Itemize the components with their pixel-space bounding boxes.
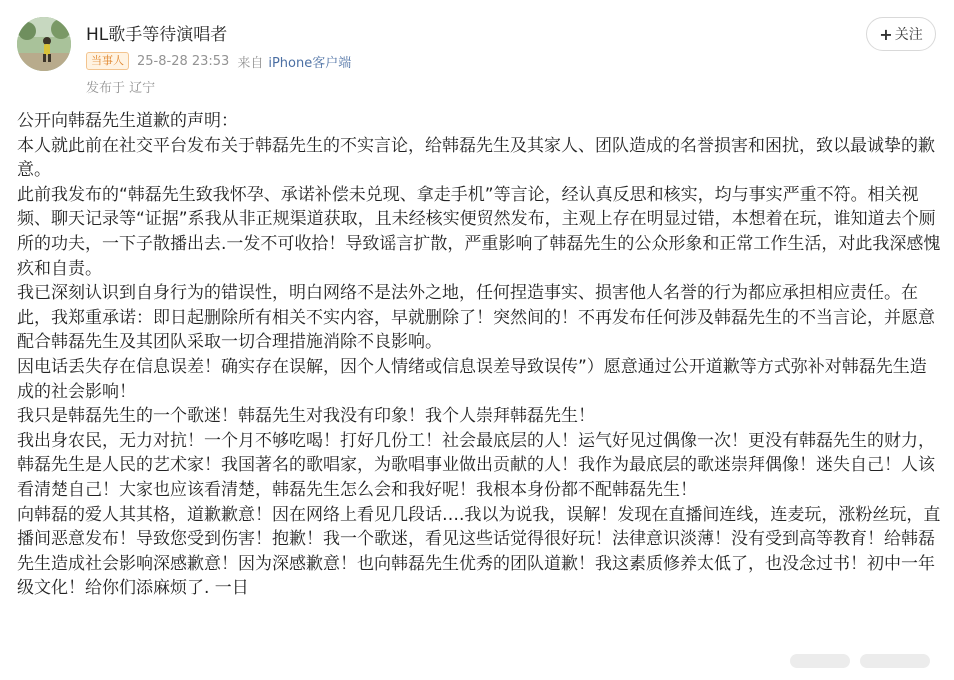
- watermark: [768, 646, 954, 676]
- post-paragraph: 本人就此前在社交平台发布关于韩磊先生的不实言论，给韩磊先生及其家人、团队造成的名誉损害和困扰，致以最诚挚的歉意。: [17, 135, 935, 181]
- post-paragraph: 因电话丢失存在信息误差！确实存在误解，因个人情绪或信息误差导致误传”）愿意通过公开道歉等方式弥补对韩磊先生造成的社会影响！: [17, 356, 927, 402]
- post-content: [17, 109, 942, 680]
- post-paragraph: 我只是韩磊先生的一个歌迷！韩磊先生对我没有印象！我个人崇拜韩磊先生！: [17, 406, 595, 427]
- status-badge: 当事人: [86, 52, 129, 70]
- post-paragraph: 我出身农民，无力对抗！一个月不够吃喝！打好几份工！社会最底层的人！运气好见过偶像一次！更没有韩磊先生的财力，韩磊先生是人民的艺术家！我国著名的歌唱家，为歌唱事业做出贡献的人！我作为最底层的歌迷崇拜偶像！迷失自己！人该看清楚自己！大家也应该看清楚，韩磊先生怎么会和我好呢！我根本身份都不配韩磊先生！: [17, 430, 935, 500]
- follow-button-label: 关注: [894, 27, 923, 43]
- post-paragraph: 向韩磊的爱人其其格，道歉歉意！因在网络上看见几段话….我以为说我，误解！发现在直播间连线，连麦玩，涨粉丝玩，直播间恶意发布！导致您受到伤害！抱歉！我一个歌迷，看见这些话觉得很好玩！法律意识淡薄！没有受到高等教育！给韩磊先生造成社会影响深感歉意！因为深感歉意！也向韩磊先生优秀的团队道歉！我这素质修养太低了，也没念过书！初中一年级文化！给你们添麻烦了. 一日: [17, 504, 941, 599]
- post-time[interactable]: 25-8-28 23:53: [137, 53, 230, 69]
- post-meta: [86, 52, 351, 70]
- source-prefix: 来自: [237, 55, 264, 71]
- watermark-mark: [790, 654, 850, 668]
- post-paragraph: 此前我发布的“韩磊先生致我怀孕、承诺补偿未兑现、拿走手机”等言论，经认真反思和核实，均与事实严重不符。相关视频、聊天记录等“证据”系我从非正规渠道获取，且未经核实便贸然发布，主观上存在明显过错，本想着在玩，谁知道去个厕所的功夫，一下子散播出去.一发不可收拾！导致谣言扩散，严重影响了韩磊先生的公众形象和正常工作生活，对此我深感愧疚和自责。: [17, 184, 941, 279]
- post-header: [0, 0, 954, 104]
- avatar-photo-icon: [17, 17, 71, 71]
- post-location: 发布于 辽宁: [86, 81, 156, 96]
- plus-icon: +: [879, 24, 893, 44]
- author-name[interactable]: HL歌手等待演唱者: [86, 25, 228, 45]
- watermark-mark: [860, 654, 930, 668]
- post-paragraph: 公开向韩磊先生道歉的声明：: [17, 111, 238, 131]
- source-link[interactable]: iPhone客户端: [268, 55, 352, 71]
- avatar[interactable]: [17, 17, 71, 71]
- follow-button[interactable]: [866, 17, 936, 51]
- post-paragraph: 我已深刻认识到自身行为的错误性，明白网络不是法外之地，任何捏造事实、损害他人名誉的行为都应承担相应责任。在此，我郑重承诺：即日起删除所有相关不实内容，早就删除了！突然间的！不再发布任何涉及韩磊先生的不当言论，并愿意配合韩磊先生及其团队采取一切合理措施消除不良影响。: [17, 283, 935, 353]
